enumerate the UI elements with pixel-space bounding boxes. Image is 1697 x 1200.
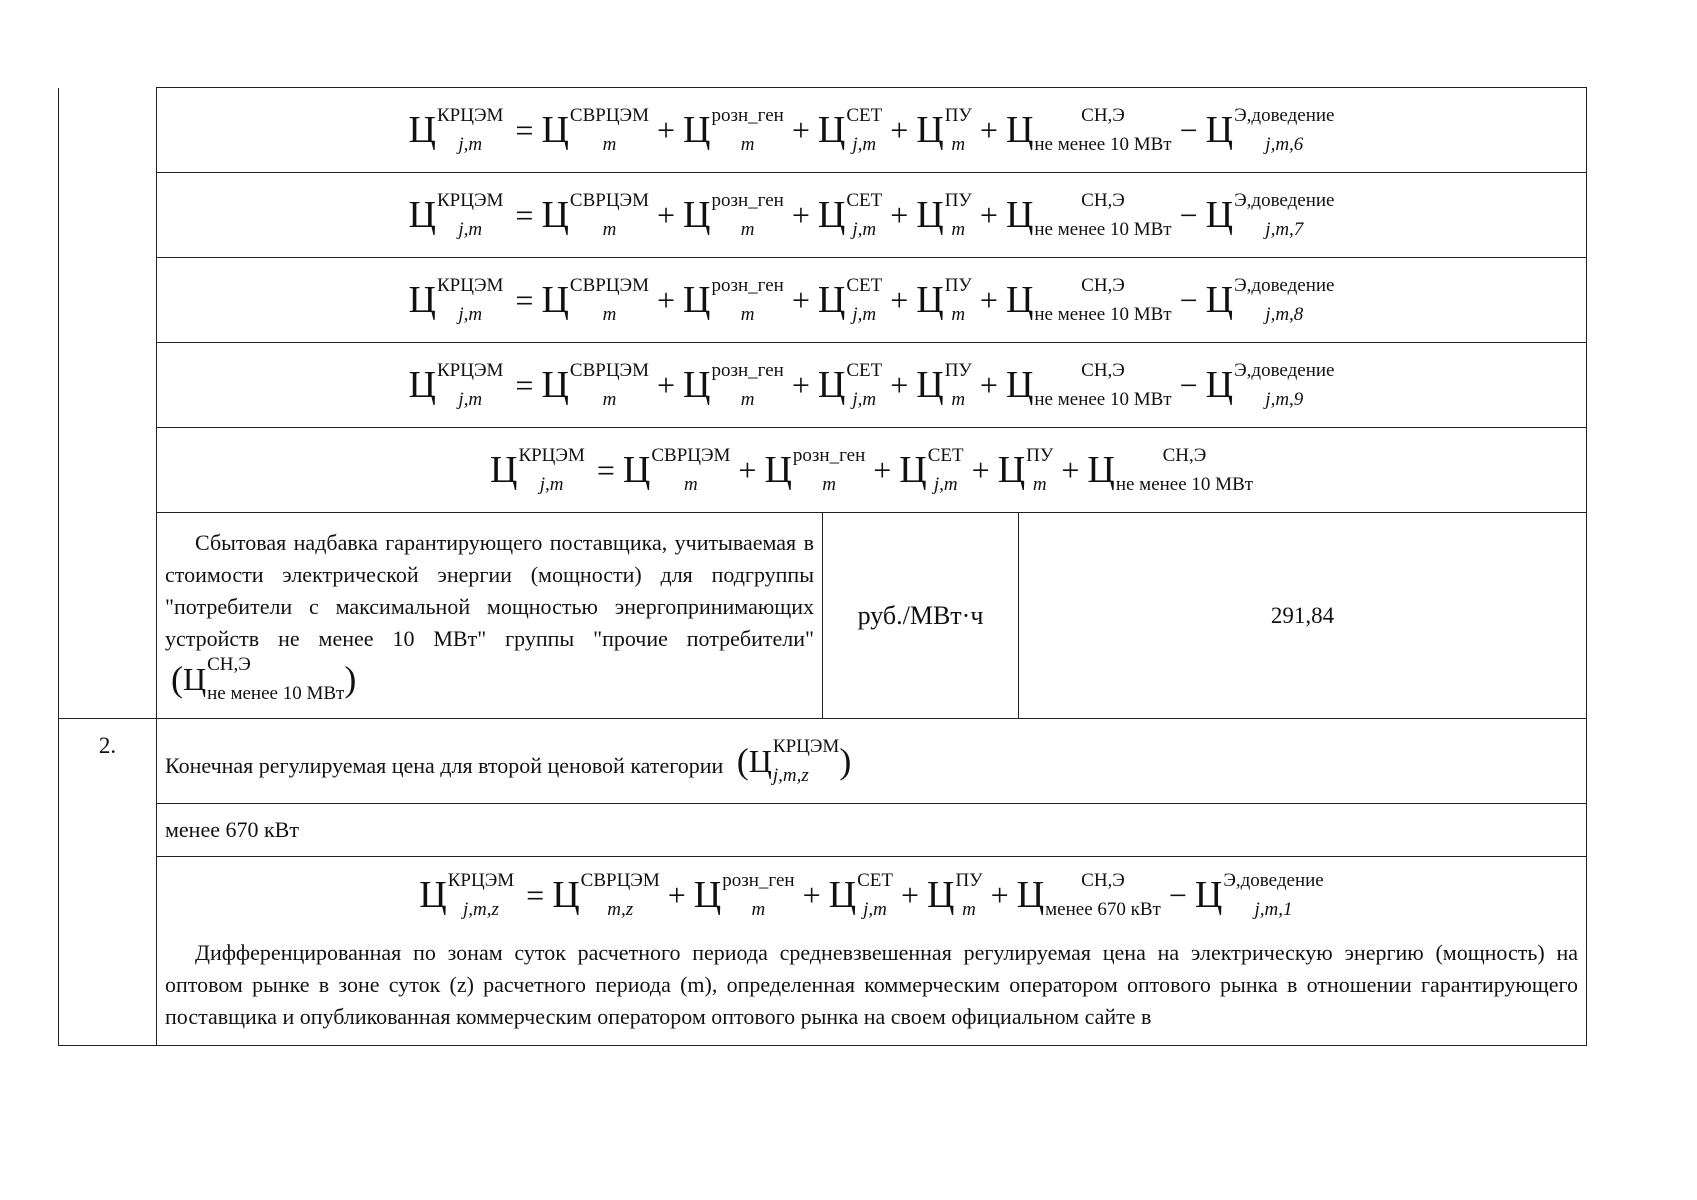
- tariff-table: [58, 87, 1587, 1046]
- price-symbol: Ц СН,Э не менее 10 МВт: [1005, 105, 1172, 155]
- formula-cell: [157, 173, 1587, 258]
- formula-cell: [157, 428, 1587, 513]
- section-number: 2.: [59, 719, 157, 1046]
- surcharge-description: Сбытовая надбавка гарантирующего поставщика, учитываемая в стоимости электрической энергии (мощности) для подгруппы "потребители с максимальной мощностью энергопринимающих устройств не менее 10 МВт" группы "прочие потребители" ( Ц СН,Э не менее 10 МВт ): [157, 513, 823, 719]
- section2-title-row: [59, 719, 1587, 804]
- formula: Ц КРЦЭМ j,m = Ц СВРЦЭМ m + Ц розн_ген m + Ц СЕТ j,m + Ц ПУ m + Ц СН,Э не менее 10 МВт − Ц Э,доведение j,m,6: [408, 105, 1335, 155]
- number-cell-blank: [59, 88, 157, 719]
- price-symbol: Ц СВРЦЭМ m: [541, 105, 649, 155]
- price-symbol: Ц СЕТ j,m: [817, 105, 883, 155]
- category-label: менее 670 кВт: [157, 804, 1587, 857]
- unit-cell: руб./МВт·ч: [823, 513, 1019, 719]
- formula-cell: [157, 258, 1587, 343]
- price-symbol: Ц Э,доведение j,m,6: [1205, 105, 1335, 155]
- formula-row-9: [59, 343, 1587, 428]
- section2-formula-cell: [157, 857, 1587, 1046]
- formula: Ц КРЦЭМ j,m = Ц СВРЦЭМ m + Ц розн_ген m + Ц СЕТ j,m + Ц ПУ m + Ц СН,Э не менее 10 МВт − Ц Э,доведение j,m,8: [408, 275, 1335, 325]
- price-symbol: Ц КРЦЭМ j,m,z: [748, 736, 840, 786]
- value-cell: 291,84: [1019, 513, 1587, 719]
- formula-cell: [157, 88, 1587, 173]
- formula-row-7: [59, 173, 1587, 258]
- formula: Ц КРЦЭМ j,m,z = Ц СВРЦЭМ m,z + Ц розн_ген m + Ц СЕТ j,m + Ц ПУ m + Ц СН,Э менее 670 кВт − Ц Э,доведение j,m,1: [419, 870, 1324, 920]
- section2-formula-row: [59, 857, 1587, 1046]
- formula-cell: [157, 343, 1587, 428]
- surcharge-row: [59, 513, 1587, 719]
- definition-paragraph: Дифференцированная по зонам суток расчетного периода средневзвешенная регулируемая цена на электрическую энергию (мощность) на оптовом рынке в зоне суток (z) расчетного периода (m), определенная коммерческим оператором оптового рынка в отношении гарантирующего поставщика и опубликованная коммерческим оператором оптового рынка на своем официальном сайте в: [165, 940, 1579, 1029]
- price-symbol: Ц СН,Э не менее 10 МВт: [183, 653, 345, 704]
- section2-title: Конечная регулируемая цена для второй ценовой категории ( Ц КРЦЭМ j,m,z ): [157, 719, 1587, 804]
- formula: Ц КРЦЭМ j,m = Ц СВРЦЭМ m + Ц розн_ген m + Ц СЕТ j,m + Ц ПУ m + Ц СН,Э не менее 10 МВт − Ц Э,доведение j,m,7: [408, 190, 1335, 240]
- price-symbol: Ц КРЦЭМ j,m: [408, 105, 504, 155]
- formula: Ц КРЦЭМ j,m = Ц СВРЦЭМ m + Ц розн_ген m + Ц СЕТ j,m + Ц ПУ m + Ц СН,Э не менее 10 МВт: [489, 445, 1254, 495]
- price-symbol: Ц розн_ген m: [683, 105, 784, 155]
- formula-row-6: [59, 88, 1587, 173]
- formula-row-8: [59, 258, 1587, 343]
- formula: Ц КРЦЭМ j,m = Ц СВРЦЭМ m + Ц розн_ген m + Ц СЕТ j,m + Ц ПУ m + Ц СН,Э не менее 10 МВт − Ц Э,доведение j,m,9: [408, 360, 1335, 410]
- section2-category-row: [59, 804, 1587, 857]
- formula-row-10: [59, 428, 1587, 513]
- price-symbol: Ц ПУ m: [916, 105, 972, 155]
